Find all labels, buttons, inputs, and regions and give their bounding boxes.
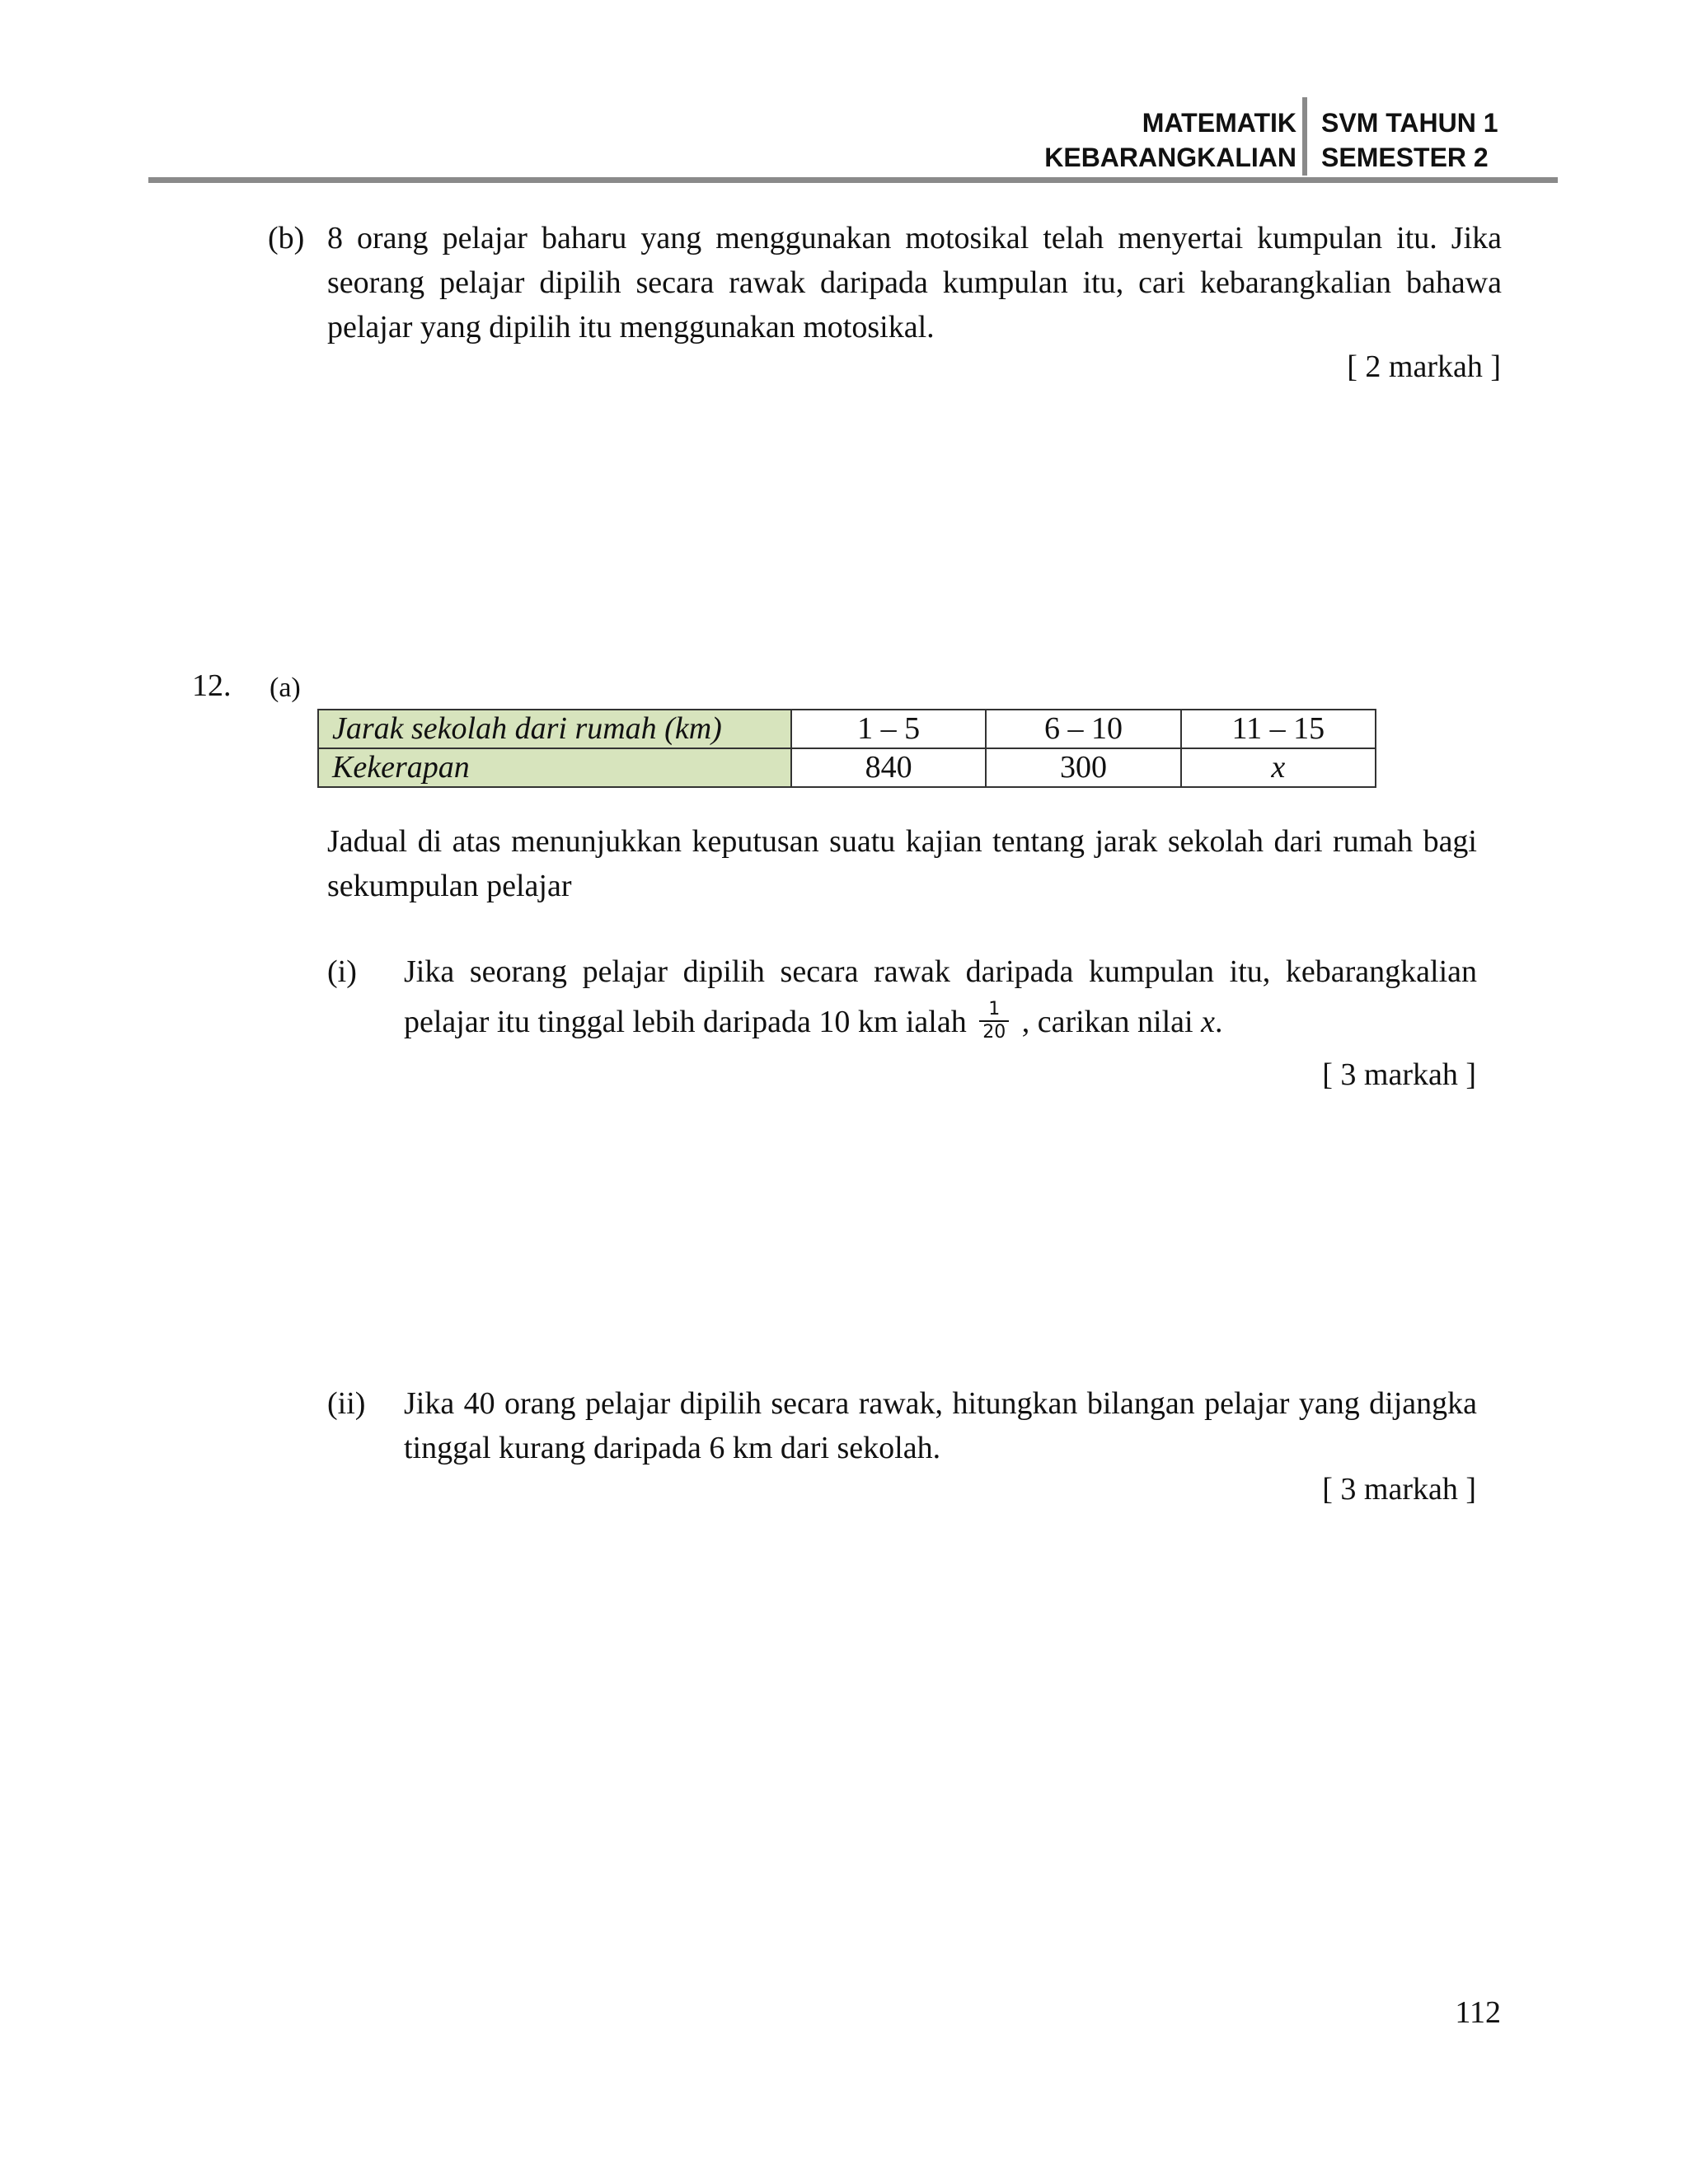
- table-cell: 6 – 10: [986, 710, 1180, 748]
- frequency-table: [317, 709, 1376, 788]
- table-row: [318, 748, 1376, 787]
- fraction-numerator: 1: [979, 999, 1009, 1022]
- header-semester: SEMESTER 2: [1321, 143, 1489, 172]
- part-i-line2: [404, 1000, 1222, 1047]
- header-rule: [148, 177, 1558, 183]
- table-cell: 1 – 5: [791, 710, 986, 748]
- header-course: SVM TAHUN 1: [1321, 108, 1498, 138]
- header-divider: [1302, 97, 1307, 176]
- question-12a-label: (a): [270, 673, 301, 703]
- question-12-number: 12.: [192, 668, 232, 703]
- header-right: [1321, 105, 1498, 175]
- part-i-label: (i): [327, 954, 357, 989]
- table-cell: 840: [791, 748, 986, 787]
- table-cell: 300: [986, 748, 1180, 787]
- part-i-line2-pre: pelajar itu tinggal lebih daripada 10 km ialah: [404, 1005, 967, 1039]
- header-left: [1044, 105, 1296, 175]
- part-i-line1: Jika seorang pelajar dipilih secara rawak daripada kumpulan itu, kebarangkalian: [404, 954, 1477, 989]
- table-header-frequency: Kekerapan: [318, 748, 791, 787]
- fraction-denominator: 20: [982, 1022, 1006, 1043]
- part-i-line2-end: .: [1214, 1005, 1223, 1039]
- question-12a-description: Jadual di atas menunjukkan keputusan suatu kajian tentang jarak sekolah dari rumah bagi sekumpulan pelajar: [327, 824, 1477, 903]
- table-cell: 11 – 15: [1181, 710, 1376, 748]
- variable-x: x: [1201, 1005, 1215, 1039]
- part-i-line2-post: , carikan nilai: [1021, 1005, 1193, 1039]
- table-header-distance: Jarak sekolah dari rumah (km): [318, 710, 791, 748]
- table-cell: x: [1181, 748, 1376, 787]
- header-topic: KEBARANGKALIAN: [1044, 143, 1296, 172]
- part-ii-label: (ii): [327, 1386, 366, 1421]
- part-ii-text: Jika 40 orang pelajar dipilih secara rawak, hitungkan bilangan pelajar yang dijangka tinggal kurang daripada 6 km dari sekolah.: [404, 1386, 1477, 1465]
- question-b-label: (b): [268, 221, 305, 255]
- table-row: [318, 710, 1376, 748]
- question-b-marks: [ 2 markah ]: [1347, 349, 1501, 384]
- header-subject: MATEMATIK: [1142, 108, 1296, 138]
- part-ii-marks: [ 3 markah ]: [1322, 1472, 1476, 1507]
- part-i-marks: [ 3 markah ]: [1322, 1057, 1476, 1092]
- fraction: [979, 999, 1009, 1043]
- page-number: 112: [1455, 1995, 1501, 2030]
- question-b-text: 8 orang pelajar baharu yang menggunakan motosikal telah menyertai kumpulan itu. Jika seorang pelajar dipilih secara rawak daripada kumpulan itu, cari kebarangkalian bahawa pelajar yang dipilih itu menggunakan motosikal.: [327, 221, 1502, 344]
